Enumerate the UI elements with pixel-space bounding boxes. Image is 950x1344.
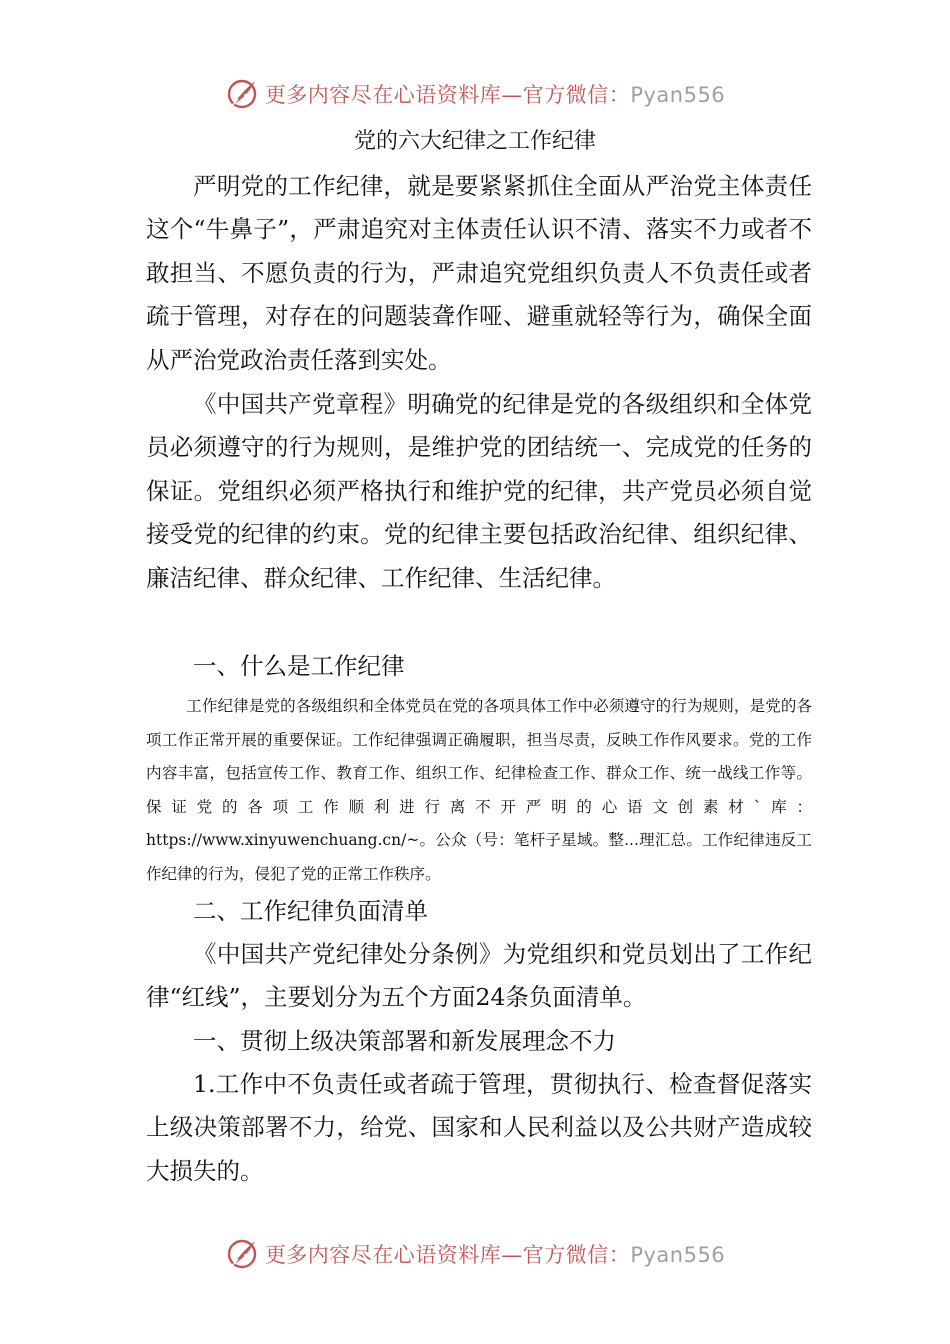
paragraph-regulations: 《中国共产党纪律处分条例》为党组织和党员划出了工作纪律“红线”，主要划分为五个方面24条负面清单。 xyxy=(146,940,812,1012)
paragraph-definition xyxy=(146,690,812,891)
list-item-1: 1.工作中不负责任或者疏于管理，贯彻执行、检查督促落实上级决策部署不力，给党、国家和人民利益以及公共财产造成较大损失的。 xyxy=(146,1070,812,1185)
document-title: 党的六大纪律之工作纪律 xyxy=(353,129,596,154)
section-heading-what-is: 一、什么是工作纪律 xyxy=(193,652,405,680)
footer-watermark-banner xyxy=(0,1232,950,1276)
paragraph-party-constitution: 《中国共产党章程》明确党的纪律是党的各级组织和全体党员必须遵守的行为规则，是维护党的团结统一、完成党的任务的保证。党组织必须严格执行和维护党的纪律，共产党员必须自觉接受党的纪律的约束。党的纪律主要包括政治纪律、组织纪律、廉洁纪律、群众纪律、工作纪律、生活纪律。 xyxy=(146,390,812,592)
quill-pen-logo-icon xyxy=(225,1237,259,1271)
wechat-id: Pyan556 xyxy=(630,83,726,107)
watermark-text: 更多内容尽在心语资料库—官方微信：Pyan556 xyxy=(264,1243,726,1267)
definition-text-start: 工作纪律是党的各级组织和全体党员在党的各项具体工作中必须遵守的行为规则，是党的各项工作正常开展的重要保证。工作纪律强调正确履职，担当尽责，反映工作作风要求。党的工作内容丰富，包括宣传工作、教育工作、组织工作、纪律检查工作、群众工作、统一战线工作等。保证党的各项工作顺利进行离不开严明的心语文创素材`库： xyxy=(146,697,812,816)
section-heading-negative-list: 二、工作纪律负面清单 xyxy=(193,897,428,925)
header-watermark-banner xyxy=(0,72,950,116)
source-url: https://www.xinyuwenchuang.cn/~ xyxy=(146,831,420,849)
paragraph-intro: 严明党的工作纪律，就是要紧紧抓住全面从严治党主体责任这个“牛鼻子”，严肃追究对主体责任认识不清、落实不力或者不敢担当、不愿负责的行为，严肃追究党组织负责人不负责任或者疏于管理，对存在的问题装聋作哑、避重就轻等行为，确保全面从严治党政治责任落到实处。 xyxy=(146,172,812,374)
quill-pen-logo-icon xyxy=(225,77,259,111)
subsection-heading-1: 一、贯彻上级决策部署和新发展理念不力 xyxy=(193,1027,616,1055)
watermark-text: 更多内容尽在心语资料库—官方微信：Pyan556 xyxy=(264,83,726,107)
definition-text-end: 。公众（号：笔杆子星域。整...理汇总。工作纪律违反工作纪律的行为，侵犯了党的正常工作秩序。 xyxy=(146,831,812,883)
wechat-id: Pyan556 xyxy=(630,1243,726,1267)
